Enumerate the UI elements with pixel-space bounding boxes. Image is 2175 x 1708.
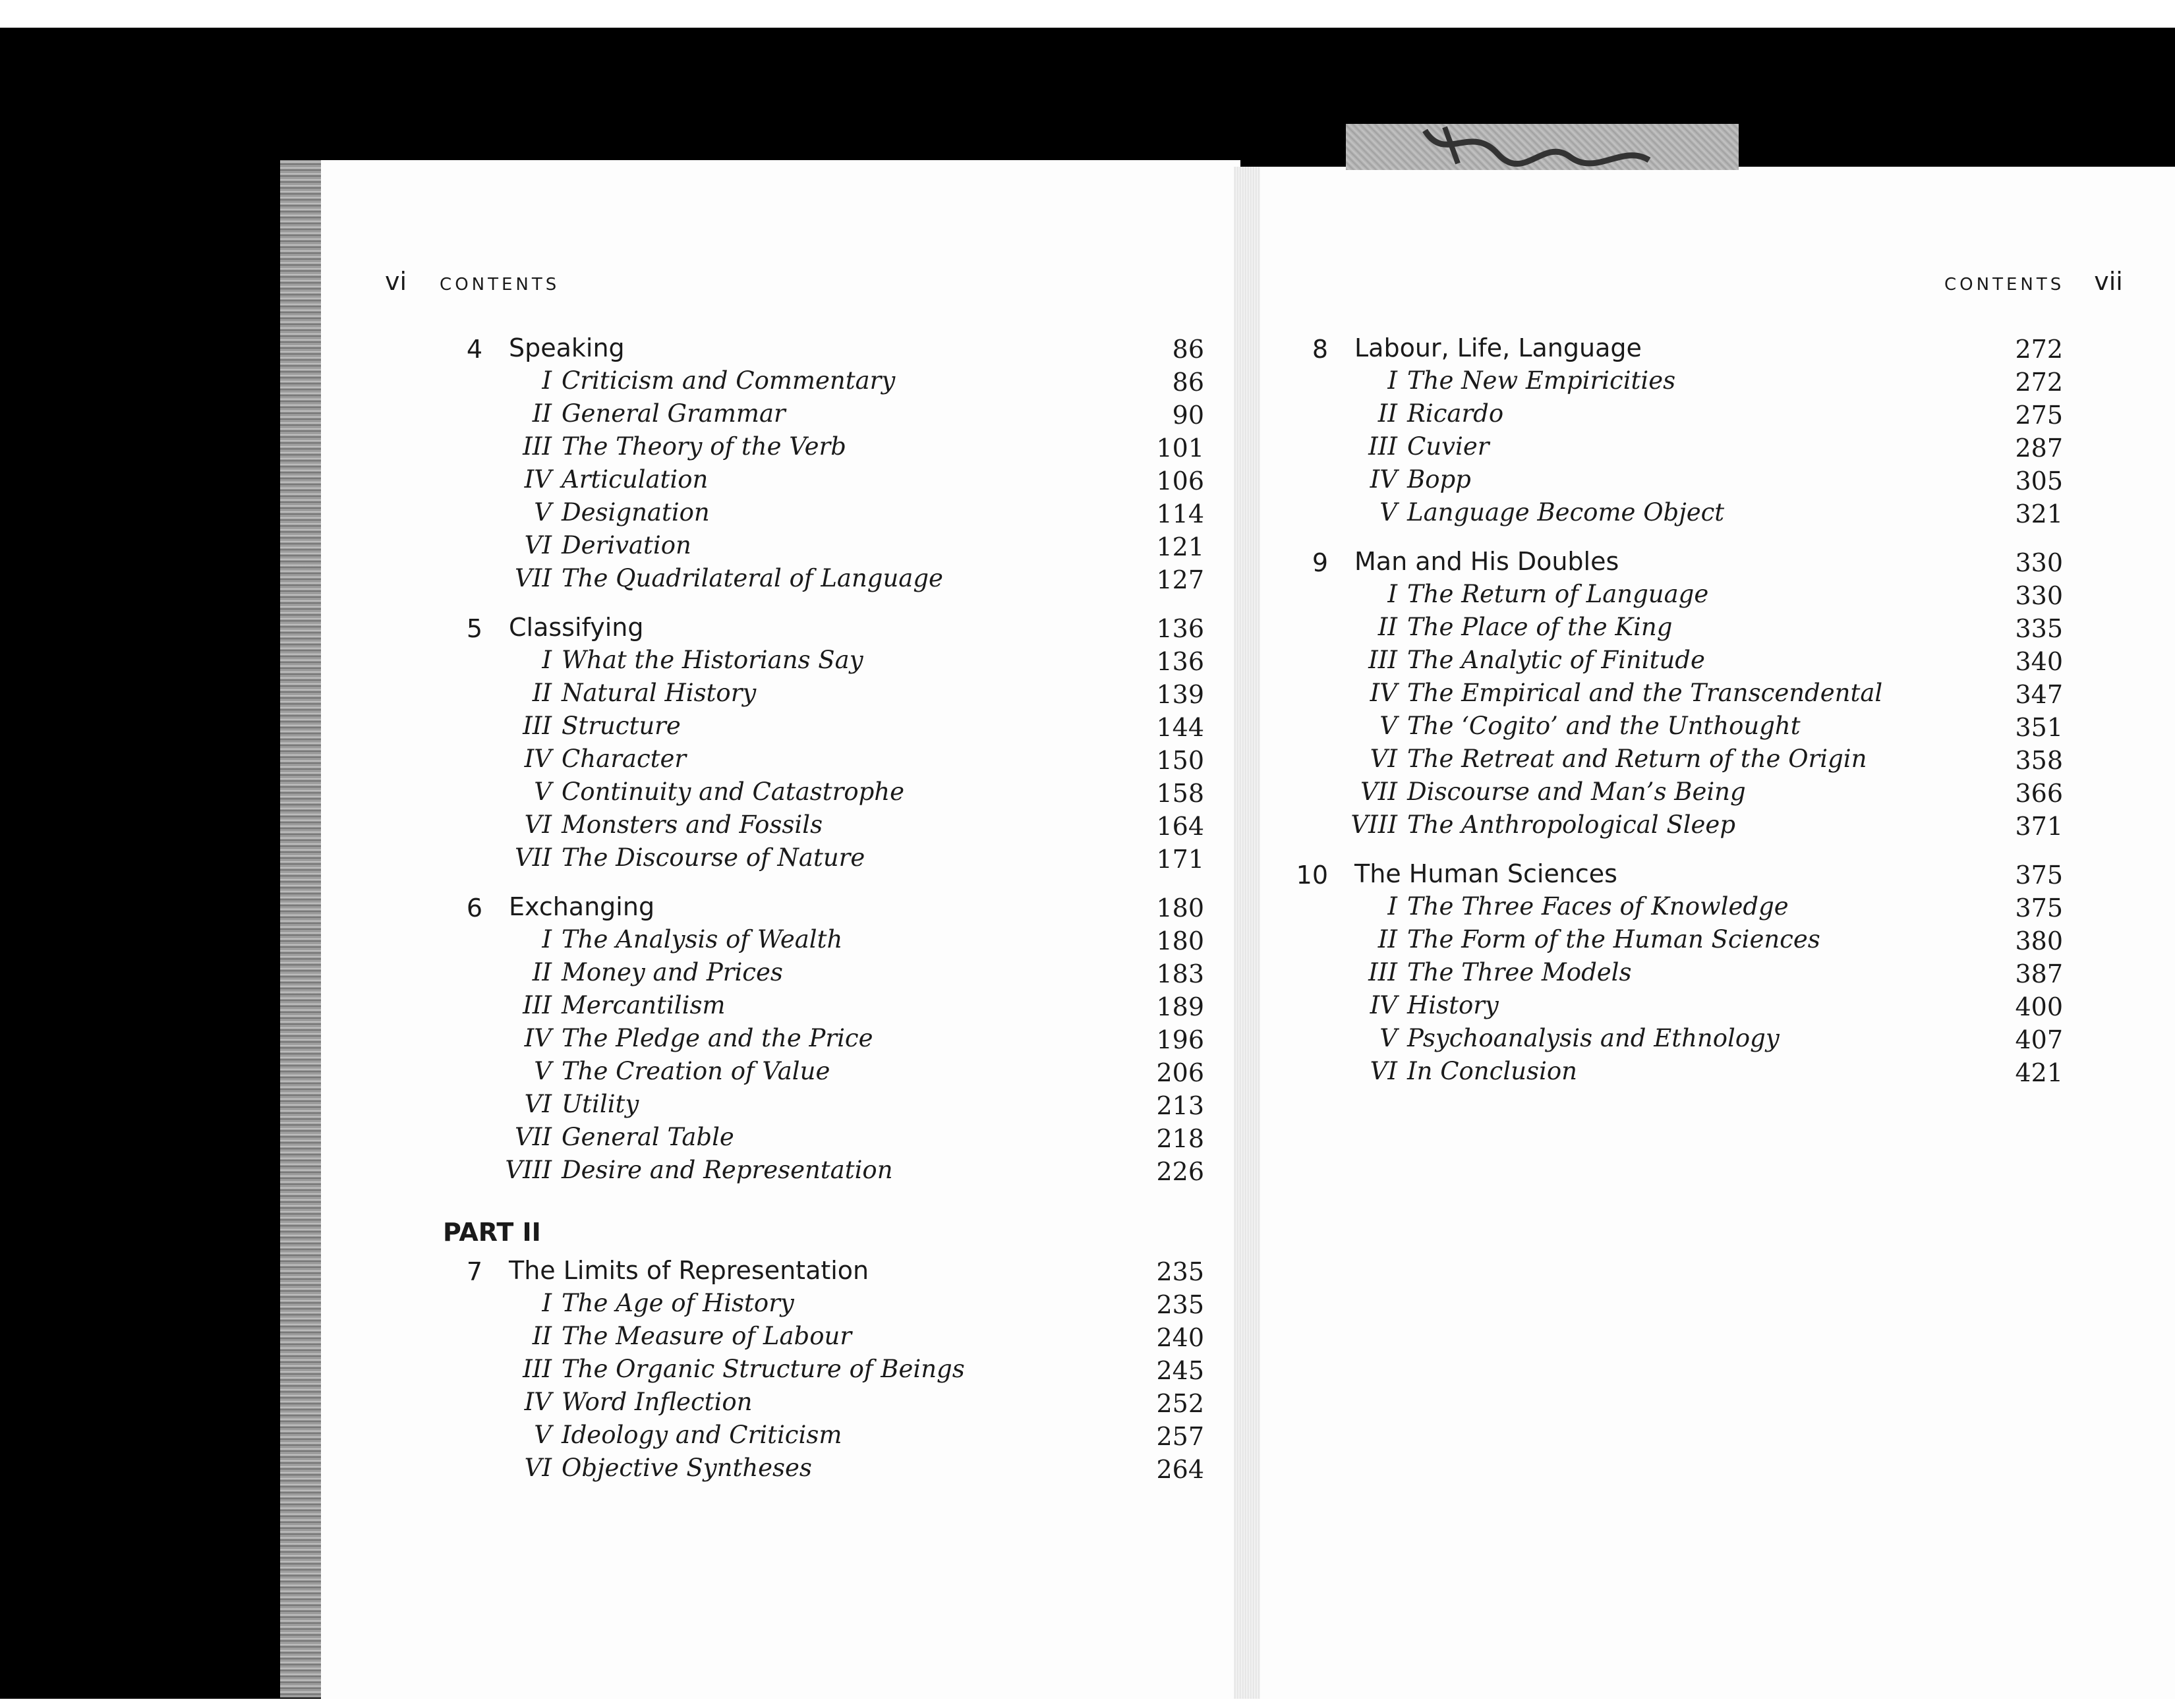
section-row <box>443 1418 1204 1451</box>
page-number: 257 <box>1156 1422 1204 1451</box>
left-running-head <box>385 267 560 296</box>
chapter-title: The Limits of Representation <box>509 1256 869 1285</box>
section-row <box>1289 496 2063 528</box>
page-number: 330 <box>2015 581 2063 610</box>
page-number: 144 <box>1156 713 1204 742</box>
section-numeral: V <box>534 1421 552 1449</box>
page-number: 387 <box>2015 959 2063 988</box>
section-numeral: V <box>534 778 552 806</box>
section-row <box>1289 709 2063 742</box>
toc-chapter <box>443 331 1204 594</box>
section-row <box>443 643 1204 676</box>
section-row <box>443 841 1204 874</box>
toc-chapter <box>1289 857 2063 1087</box>
section-title: Ricardo <box>1407 399 1504 428</box>
section-numeral: V <box>1379 1024 1397 1052</box>
section-title: Monsters and Fossils <box>562 811 823 839</box>
section-title: The Analysis of Wealth <box>562 925 843 954</box>
page-number: 189 <box>1156 992 1204 1021</box>
section-row <box>443 775 1204 808</box>
page-number: 183 <box>1156 959 1204 988</box>
page-number: 235 <box>1156 1257 1204 1286</box>
section-numeral: VIII <box>1350 811 1397 839</box>
section-row <box>443 1319 1204 1352</box>
section-title: The Analytic of Finitude <box>1407 646 1705 674</box>
page-number: 245 <box>1156 1356 1204 1385</box>
section-title: The Discourse of Nature <box>562 843 865 872</box>
page-number: 347 <box>2015 680 2063 709</box>
page-number: 180 <box>1156 926 1204 955</box>
section-row <box>1289 890 2063 923</box>
section-row <box>443 923 1204 955</box>
section-row <box>1289 1021 2063 1054</box>
section-row <box>443 364 1204 397</box>
page-number: 240 <box>1156 1323 1204 1352</box>
section-numeral: I <box>542 925 552 954</box>
section-numeral: II <box>1378 399 1397 428</box>
section-row <box>443 561 1204 594</box>
section-row <box>443 676 1204 709</box>
page-number: 358 <box>2015 746 2063 775</box>
section-row <box>1289 775 2063 808</box>
section-row <box>443 397 1204 430</box>
page-number: 272 <box>2015 368 2063 397</box>
page-number: 121 <box>1156 532 1204 561</box>
section-numeral: I <box>1387 892 1397 921</box>
chapter-row <box>443 1253 1204 1286</box>
section-title: Mercantilism <box>562 991 726 1019</box>
section-row <box>443 988 1204 1021</box>
section-row <box>443 528 1204 561</box>
right-running-head <box>1944 267 2123 296</box>
section-numeral: IV <box>524 745 552 773</box>
section-row <box>443 1451 1204 1484</box>
section-row <box>1289 577 2063 610</box>
section-numeral: VII <box>515 843 552 872</box>
section-title: General Grammar <box>562 399 786 428</box>
section-row <box>443 463 1204 496</box>
section-title: General Table <box>562 1123 734 1151</box>
right-toc <box>1289 331 2063 1103</box>
section-title: History <box>1407 991 1499 1019</box>
section-numeral: VII <box>515 564 552 592</box>
chapter-number: 8 <box>1312 335 1328 364</box>
section-row <box>443 1054 1204 1087</box>
chapter-title: Speaking <box>509 333 625 362</box>
page-number: 321 <box>2015 499 2063 528</box>
section-title: The Three Faces of Knowledge <box>1407 892 1789 921</box>
page-number: 196 <box>1156 1025 1204 1054</box>
running-head-label: CONTENTS <box>1944 275 2065 295</box>
section-numeral: III <box>1368 432 1397 461</box>
section-row <box>1289 643 2063 676</box>
chapter-number: 7 <box>466 1257 482 1286</box>
left-toc <box>443 331 1204 1500</box>
section-numeral: I <box>542 1289 552 1317</box>
section-title: Natural History <box>562 679 757 707</box>
section-title: The Empirical and the Transcendental <box>1407 679 1883 707</box>
page-number: 150 <box>1156 746 1204 775</box>
scan-margin <box>0 1699 2175 1708</box>
section-title: The Anthropological Sleep <box>1407 811 1736 839</box>
section-title: Word Inflection <box>562 1388 753 1416</box>
section-numeral: VI <box>1370 1057 1397 1085</box>
page-number: 86 <box>1172 368 1204 397</box>
section-title: Character <box>562 745 687 773</box>
section-title: In Conclusion <box>1407 1057 1577 1085</box>
page-number: 407 <box>2015 1025 2063 1054</box>
section-row <box>1289 988 2063 1021</box>
section-numeral: VI <box>524 811 552 839</box>
section-row <box>443 1120 1204 1153</box>
section-row <box>1289 463 2063 496</box>
section-title: Money and Prices <box>562 958 783 986</box>
section-title: The Form of the Human Sciences <box>1407 925 1820 954</box>
page-number: 330 <box>2015 548 2063 577</box>
section-row <box>443 955 1204 988</box>
section-title: Language Become Object <box>1407 498 1725 527</box>
section-title: Utility <box>562 1090 639 1118</box>
section-title: Articulation <box>562 465 709 494</box>
page-number: 287 <box>2015 434 2063 463</box>
page-number: 351 <box>2015 713 2063 742</box>
page-number: 252 <box>1156 1389 1204 1418</box>
section-numeral: V <box>1379 498 1397 527</box>
section-numeral: II <box>532 399 552 428</box>
section-title: Desire and Representation <box>562 1156 893 1184</box>
toc-chapter <box>1289 544 2063 841</box>
page-number: 114 <box>1156 499 1204 528</box>
section-title: Criticism and Commentary <box>562 366 896 395</box>
chapter-row <box>443 610 1204 643</box>
book-spine-edge <box>280 160 321 1697</box>
section-title: The Place of the King <box>1407 613 1673 641</box>
section-numeral: I <box>1387 580 1397 608</box>
page-number: 213 <box>1156 1091 1204 1120</box>
section-numeral: II <box>1378 613 1397 641</box>
section-numeral: II <box>532 679 552 707</box>
page-number: 101 <box>1156 434 1204 463</box>
chapter-number: 6 <box>466 894 482 923</box>
section-title: The Three Models <box>1407 958 1632 986</box>
section-numeral: III <box>523 991 552 1019</box>
chapter-title: Exchanging <box>509 892 655 921</box>
page-number-folio: vi <box>385 267 407 296</box>
section-title: Objective Syntheses <box>562 1454 812 1482</box>
page-number: 106 <box>1156 467 1204 496</box>
section-numeral: II <box>532 958 552 986</box>
page-number: 127 <box>1156 565 1204 594</box>
section-numeral: II <box>1378 925 1397 954</box>
section-numeral: III <box>523 712 552 740</box>
page-number: 180 <box>1156 894 1204 923</box>
page-number: 340 <box>2015 647 2063 676</box>
section-title: The Creation of Value <box>562 1057 830 1085</box>
section-row <box>443 1153 1204 1186</box>
section-title: The Organic Structure of Beings <box>562 1355 965 1383</box>
section-numeral: III <box>523 1355 552 1383</box>
section-row <box>443 1352 1204 1385</box>
page-number: 371 <box>2015 812 2063 841</box>
section-title: The Measure of Labour <box>562 1322 852 1350</box>
section-title: Continuity and Catastrophe <box>562 778 905 806</box>
page-number: 139 <box>1156 680 1204 709</box>
section-title: Discourse and Man’s Being <box>1407 778 1746 806</box>
section-row <box>1289 742 2063 775</box>
chapter-number: 9 <box>1312 548 1328 577</box>
page-number: 272 <box>2015 335 2063 364</box>
section-row <box>1289 955 2063 988</box>
section-numeral: IV <box>524 465 552 494</box>
section-row <box>443 496 1204 528</box>
section-numeral: I <box>1387 366 1397 395</box>
section-title: The Theory of the Verb <box>562 432 846 461</box>
page-number: 226 <box>1156 1157 1204 1186</box>
chapter-number: 4 <box>466 335 482 364</box>
chapter-row <box>443 331 1204 364</box>
section-title: Designation <box>562 498 710 527</box>
chapter-row <box>443 890 1204 923</box>
page-number: 335 <box>2015 614 2063 643</box>
page-number: 86 <box>1172 335 1204 364</box>
section-title: The New Empiricities <box>1407 366 1676 395</box>
section-numeral: III <box>1368 958 1397 986</box>
section-row <box>1289 808 2063 841</box>
book-gutter <box>1234 167 1260 1699</box>
page-number-folio: vii <box>2094 267 2123 296</box>
section-numeral: IV <box>1370 679 1397 707</box>
section-numeral: II <box>532 1322 552 1350</box>
section-numeral: VI <box>524 531 552 559</box>
section-title: Ideology and Criticism <box>562 1421 842 1449</box>
running-head-label: CONTENTS <box>440 275 560 295</box>
section-title: The Return of Language <box>1407 580 1709 608</box>
page-number: 206 <box>1156 1058 1204 1087</box>
section-title: The Age of History <box>562 1289 794 1317</box>
page-number: 366 <box>2015 779 2063 808</box>
chapter-title: Classifying <box>509 613 644 642</box>
section-numeral: III <box>523 432 552 461</box>
page-number: 375 <box>2015 861 2063 890</box>
section-row <box>1289 364 2063 397</box>
page-number: 235 <box>1156 1290 1204 1319</box>
section-numeral: IV <box>1370 465 1397 494</box>
chapter-number: 10 <box>1296 861 1328 890</box>
chapter-title: Man and His Doubles <box>1354 547 1619 576</box>
section-numeral: IV <box>1370 991 1397 1019</box>
chapter-number: 5 <box>466 614 482 643</box>
toc-chapter <box>443 1253 1204 1484</box>
section-row <box>1289 430 2063 463</box>
section-row <box>443 709 1204 742</box>
section-title: Bopp <box>1407 465 1471 494</box>
page-number: 380 <box>2015 926 2063 955</box>
section-row <box>1289 610 2063 643</box>
chapter-row <box>1289 331 2063 364</box>
section-numeral: III <box>1368 646 1397 674</box>
section-numeral: VI <box>524 1090 552 1118</box>
section-row <box>443 808 1204 841</box>
section-numeral: VI <box>524 1454 552 1482</box>
section-numeral: VIII <box>505 1156 552 1184</box>
section-numeral: IV <box>524 1388 552 1416</box>
section-title: Derivation <box>562 531 691 559</box>
chapter-row <box>1289 857 2063 890</box>
section-row <box>1289 397 2063 430</box>
section-row <box>1289 676 2063 709</box>
section-title: Structure <box>562 712 681 740</box>
tape-scribble <box>1346 124 1739 170</box>
page-number: 218 <box>1156 1124 1204 1153</box>
page-number: 171 <box>1156 845 1204 874</box>
section-numeral: V <box>534 498 552 527</box>
section-title: The Retreat and Return of the Origin <box>1407 745 1867 773</box>
section-title: Cuvier <box>1407 432 1490 461</box>
section-numeral: I <box>542 646 552 674</box>
section-row <box>1289 923 2063 955</box>
section-numeral: VI <box>1370 745 1397 773</box>
page-number: 375 <box>2015 894 2063 923</box>
page-number: 275 <box>2015 401 2063 430</box>
section-row <box>443 1021 1204 1054</box>
section-row <box>443 430 1204 463</box>
section-row <box>443 1385 1204 1418</box>
section-numeral: VII <box>515 1123 552 1151</box>
toc-chapter <box>443 610 1204 874</box>
section-row <box>443 1286 1204 1319</box>
page-number: 400 <box>2015 992 2063 1021</box>
section-numeral: IV <box>524 1024 552 1052</box>
section-row <box>443 1087 1204 1120</box>
part-heading: PART II <box>443 1218 541 1247</box>
section-numeral: VII <box>1360 778 1397 806</box>
section-title: Psychoanalysis and Ethnology <box>1407 1024 1780 1052</box>
section-numeral: V <box>534 1057 552 1085</box>
page-number: 136 <box>1156 614 1204 643</box>
section-numeral: V <box>1379 712 1397 740</box>
page-number: 164 <box>1156 812 1204 841</box>
toc-chapter <box>1289 331 2063 528</box>
section-title: What the Historians Say <box>562 646 863 674</box>
page-number: 305 <box>2015 467 2063 496</box>
page-number: 421 <box>2015 1058 2063 1087</box>
page-number: 90 <box>1172 401 1204 430</box>
section-title: The ‘Cogito’ and the Unthought <box>1407 712 1801 740</box>
page-number: 136 <box>1156 647 1204 676</box>
section-numeral: I <box>542 366 552 395</box>
page-number: 158 <box>1156 779 1204 808</box>
section-title: The Pledge and the Price <box>562 1024 873 1052</box>
section-title: The Quadrilateral of Language <box>562 564 943 592</box>
chapter-title: The Human Sciences <box>1354 859 1617 888</box>
section-row <box>443 742 1204 775</box>
toc-chapter <box>443 890 1204 1186</box>
chapter-row <box>1289 544 2063 577</box>
chapter-title: Labour, Life, Language <box>1354 333 1642 362</box>
section-row <box>1289 1054 2063 1087</box>
page-number: 264 <box>1156 1455 1204 1484</box>
